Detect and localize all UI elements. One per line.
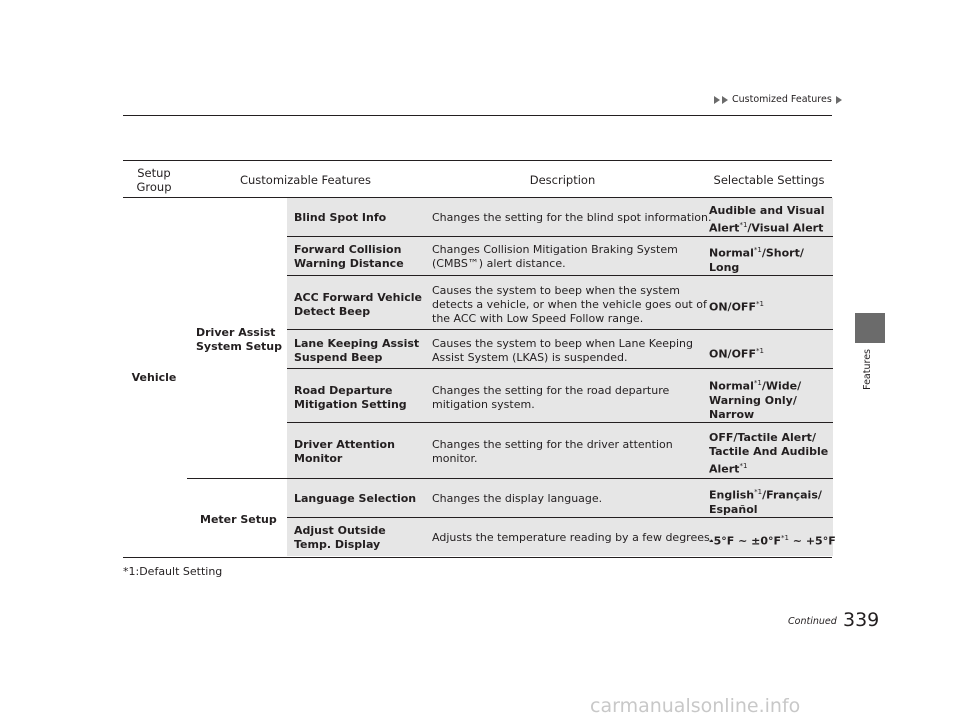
footnote: *1:Default Setting (123, 565, 223, 578)
desc-acc-forward-vehicle: Causes the system to beep when the system detects a vehicle, or when the vehicle goes out of the ACC with Low Speed Follow range. (432, 284, 707, 325)
breadcrumb-label: Customized Features (732, 94, 832, 105)
group-vehicle: Vehicle (131, 371, 177, 384)
desc-lane-keeping: Causes the system to beep when Lane Keeping Assist System (LKAS) is suspended. (432, 337, 693, 364)
subgroup-rule (187, 478, 833, 479)
row-rule (287, 368, 833, 369)
desc-adjust-outside-temp: Adjusts the temperature reading by a few degrees. (432, 531, 714, 544)
feature-road-departure: Road Departure Mitigation Setting (294, 384, 407, 411)
setting-acc-forward-vehicle: ON/OFF$^{*1}$ (709, 300, 764, 314)
feature-acc-forward-vehicle: ACC Forward Vehicle Detect Beep (294, 291, 422, 318)
subgroup-driver-assist: Driver Assist System Setup (196, 326, 282, 353)
setting-forward-collision: Normal$^{*1}$/Short/ Long (709, 246, 804, 274)
row-rule (287, 329, 833, 330)
setting-adjust-outside-temp: -5°F ~ $\pm 0^\circ F^{*1}$ ~ +5°F (709, 534, 836, 548)
desc-driver-attention: Changes the setting for the driver attention monitor. (432, 438, 673, 465)
desc-blind-spot-info: Changes the setting for the blind spot information. (432, 211, 712, 224)
header-setup-group: Setup Group (136, 166, 172, 194)
desc-road-departure: Changes the setting for the road departure mitigation system. (432, 384, 670, 411)
header-rule (123, 115, 832, 116)
row-rule (287, 422, 833, 423)
subgroup-meter-setup: Meter Setup (200, 513, 277, 526)
setting-road-departure: Normal$^{*1}$/Wide/ Warning Only/ Narrow (709, 379, 802, 421)
watermark: carmanualsonline.info (590, 695, 801, 717)
header-customizable-features: Customizable Features (239, 173, 371, 187)
setting-blind-spot-info: Audible and Visual Alert$^{*1}$/Visual Alert (709, 204, 825, 235)
table-top-rule (123, 160, 832, 161)
breadcrumb (714, 94, 842, 105)
feature-blind-spot-info: Blind Spot Info (294, 211, 387, 224)
setting-driver-attention: OFF/Tactile Alert/ Tactile And Audible Alert$^{*1}$ (709, 431, 829, 476)
breadcrumb-arrow-icon (722, 96, 728, 104)
feature-driver-attention: Driver Attention Monitor (294, 438, 395, 465)
section-tab-marker (855, 313, 885, 343)
setting-language-selection: English$^{*1}$/Français/ Español (709, 488, 822, 516)
breadcrumb-arrow-icon (714, 96, 720, 104)
header-selectable-settings: Selectable Settings (713, 173, 825, 187)
desc-language-selection: Changes the display language. (432, 492, 603, 505)
desc-forward-collision: Changes Collision Mitigation Braking System (CMBS™) alert distance. (432, 243, 678, 270)
page-number: 339 (843, 609, 880, 631)
continued-label: Continued (788, 616, 837, 627)
row-rule (287, 275, 833, 276)
feature-language-selection: Language Selection (294, 492, 417, 505)
breadcrumb-arrow-icon (836, 96, 842, 104)
feature-adjust-outside-temp: Adjust Outside Temp. Display (294, 524, 386, 551)
header-description: Description (529, 173, 596, 187)
setting-lane-keeping: ON/OFF$^{*1}$ (709, 347, 764, 361)
feature-lane-keeping: Lane Keeping Assist Suspend Beep (294, 337, 420, 364)
section-label: Features (862, 349, 873, 390)
table-bottom-rule (123, 557, 832, 558)
row-rule (287, 236, 833, 237)
feature-forward-collision: Forward Collision Warning Distance (294, 243, 404, 270)
row-rule (287, 517, 833, 518)
